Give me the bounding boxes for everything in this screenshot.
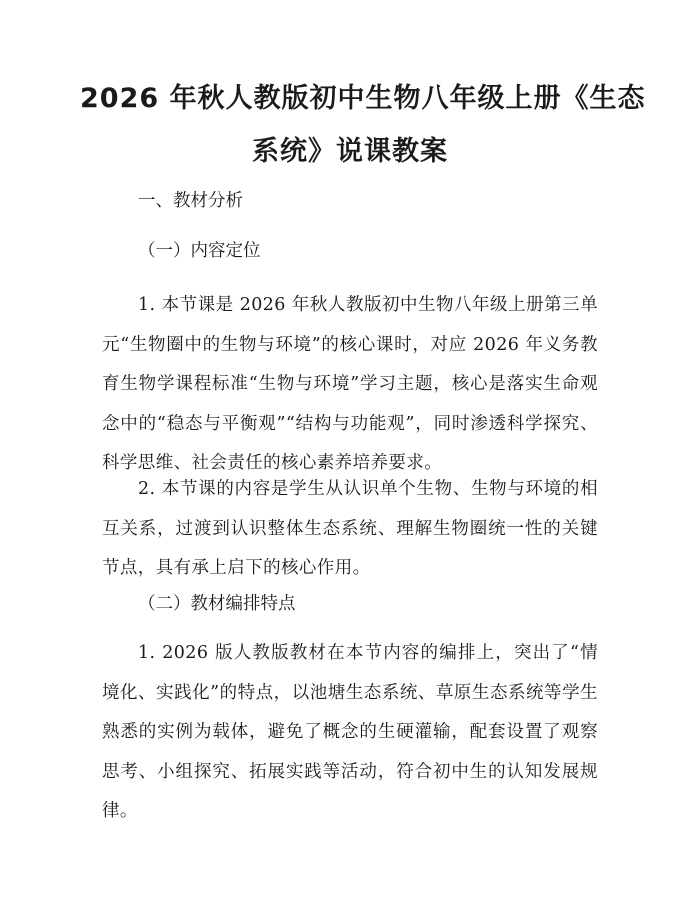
subsection-heading-textbook-features: （二）教材编排特点: [138, 594, 296, 614]
paragraph-textbook-features-1: 1. 2026 版人教版教材在本节内容的编排上，突出了“情境化、实践化”的特点，以池塘生态系统、草原生态系统等学生熟悉的实例为载体，避免了概念的生硬灌输，配套设置了观察思考、小组探究、拓展实践等活动，符合初中生的认知发展规律。: [102, 643, 598, 821]
paragraph-content-positioning-1: 1. 本节课是 2026 年秋人教版初中生物八年级上册第三单元“生物圈中的生物与环境”的核心课时，对应 2026 年义务教育生物学课程标准“生物与环境”学习主题，核心是落实生命观念中的“稳态与平衡观”“结构与功能观”，同时渗透科学探究、科学思维、社会责任的核心素养培养要求。: [102, 295, 598, 473]
paragraph-content-positioning-2: 2. 本节课的内容是学生从认识单个生物、生物与环境的相互关系，过渡到认识整体生态系统、理解生物圈统一性的关键节点，具有承上启下的核心作用。: [102, 479, 598, 578]
section-heading-textbook-analysis: 一、教材分析: [138, 191, 243, 211]
document-title-line-1: 2026 年秋人教版初中生物八年级上册《生态: [80, 83, 646, 114]
document-title-line-2: 系统》说课教案: [252, 136, 448, 167]
subsection-heading-content-positioning: （一）内容定位: [138, 241, 261, 261]
